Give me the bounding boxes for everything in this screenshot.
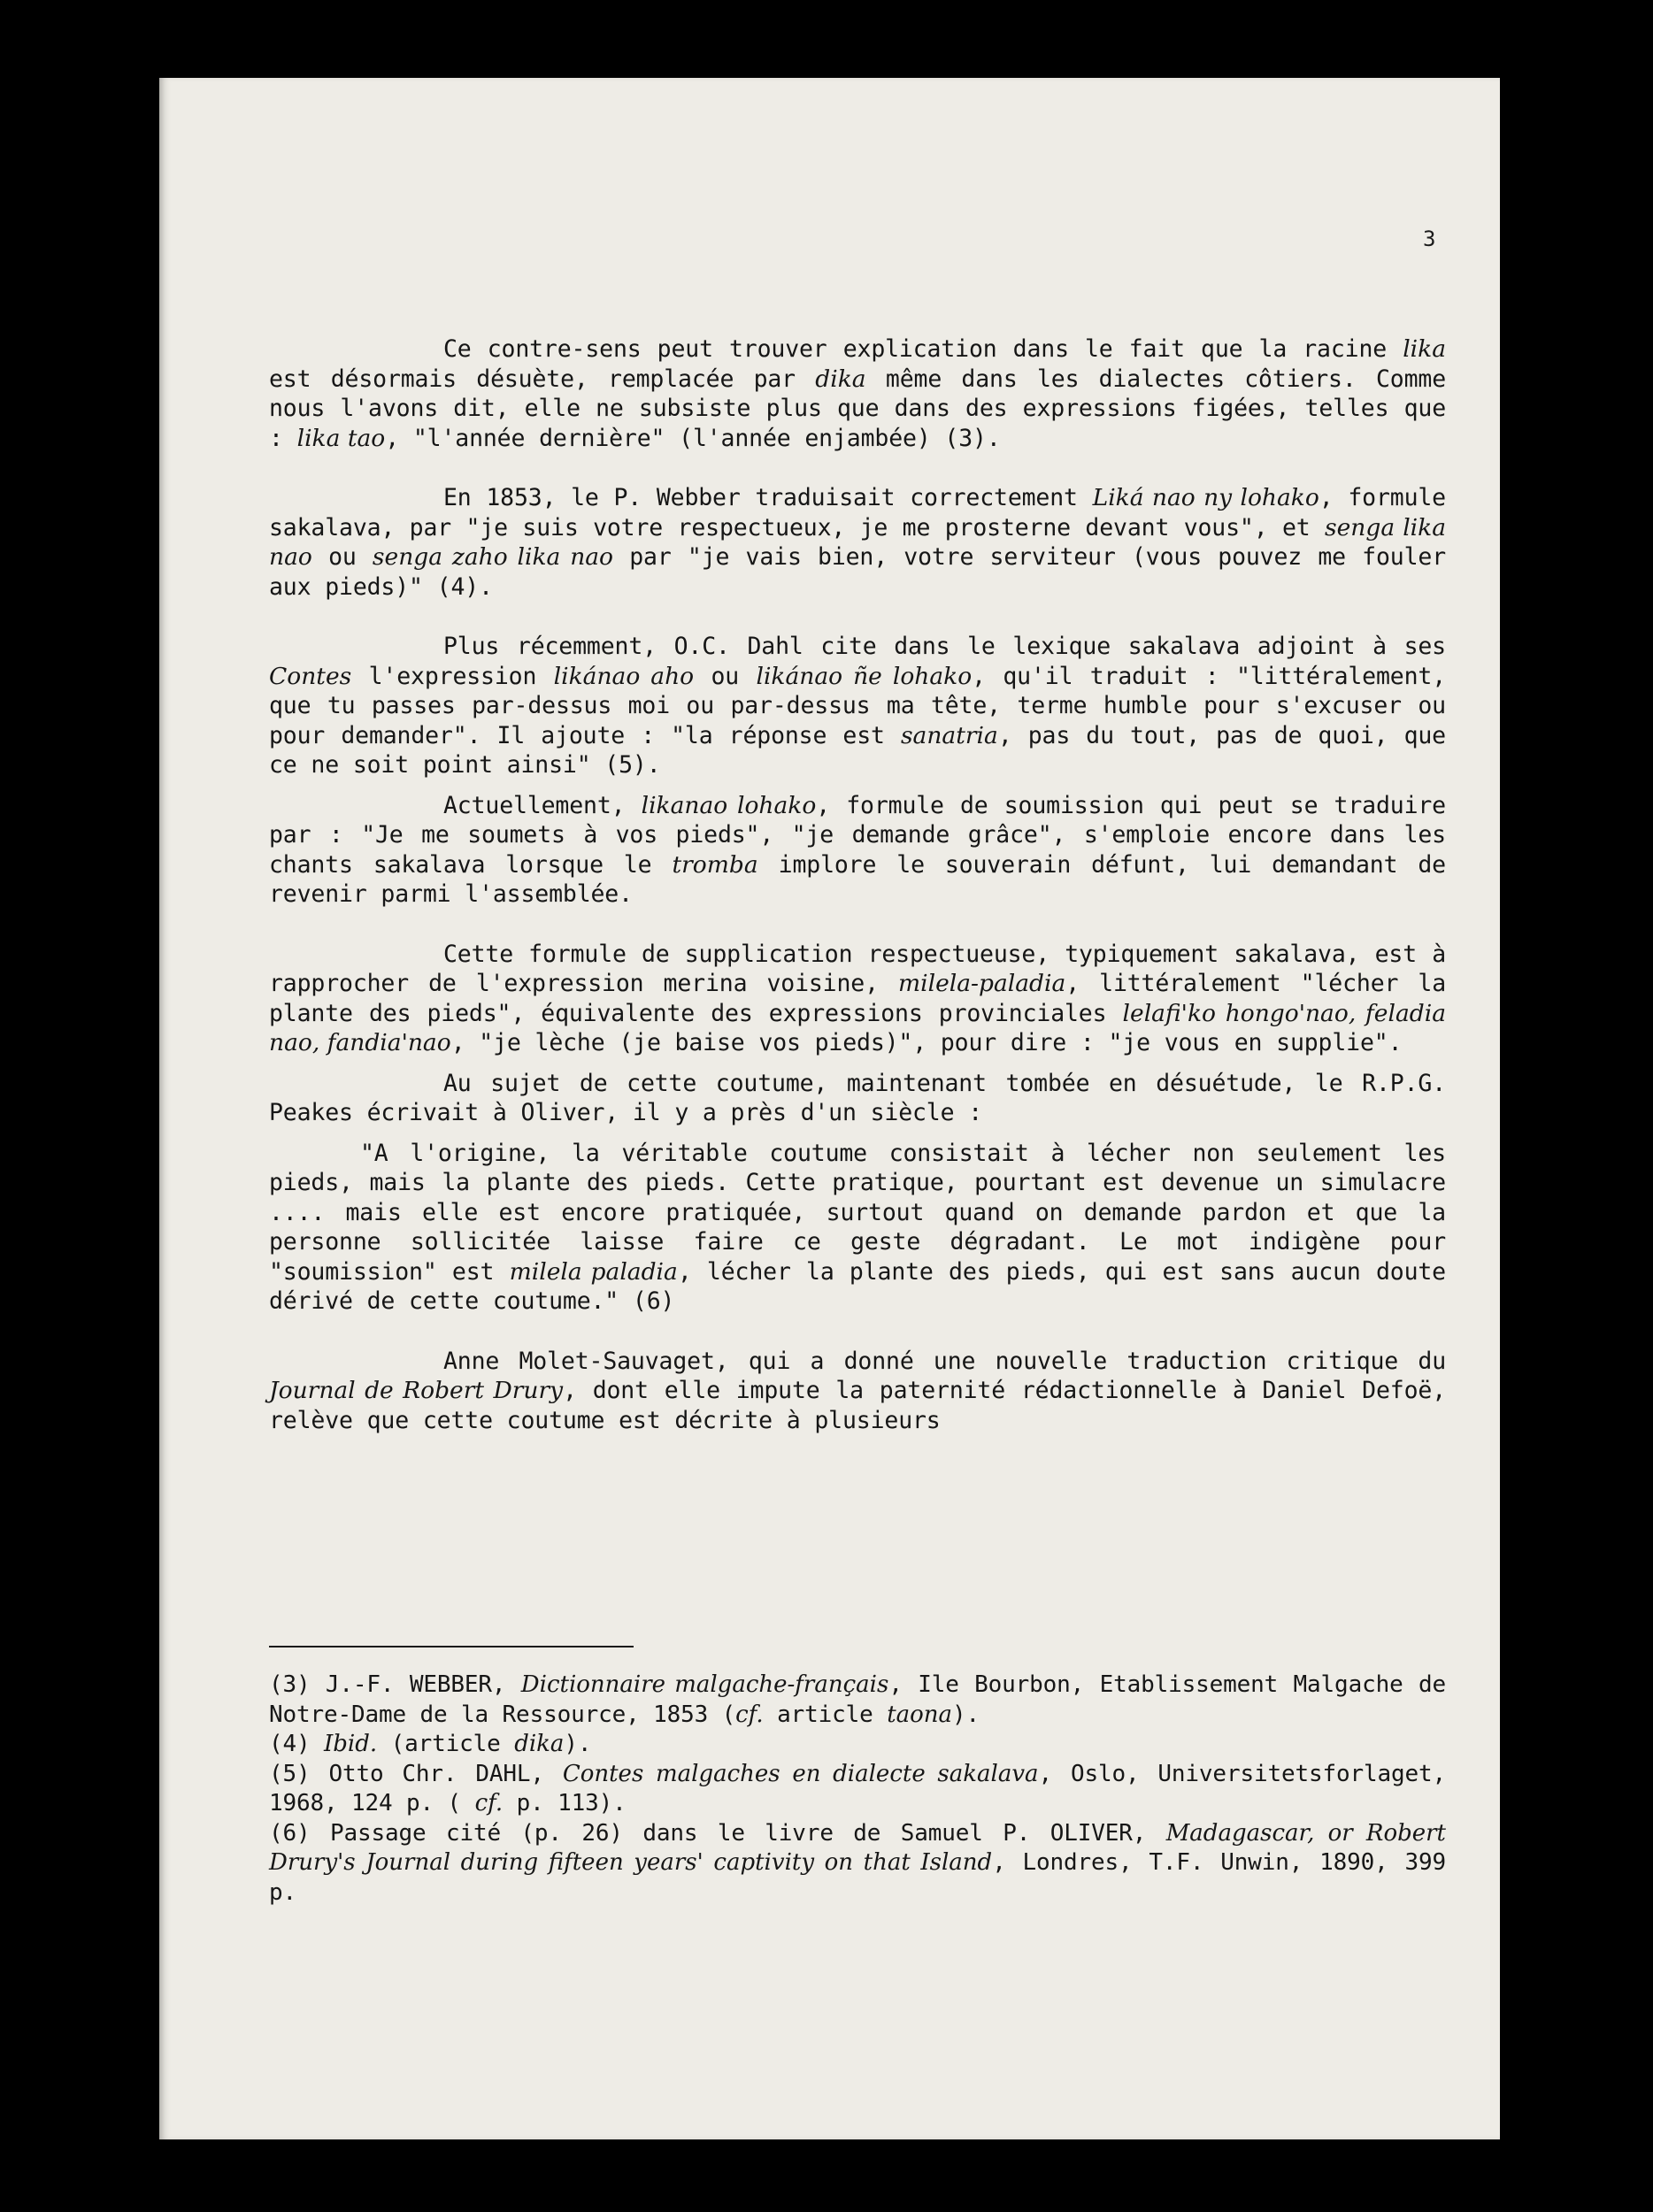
text-run: (article — [377, 1731, 515, 1757]
paragraph-molet-sauvaget — [269, 1347, 1446, 1436]
text-run: , Ile Bourbon, Etablissement Malgache de Notre-Dame de la Ressource, 1853 ( — [269, 1671, 1446, 1728]
text-run: , "l'année dernière" (l'année enjambée) (3). — [385, 424, 1001, 452]
footnote-3 — [269, 1671, 1446, 1730]
text-run: (5) Otto Chr. DAHL, — [269, 1760, 563, 1787]
page-number: 3 — [1423, 227, 1436, 251]
footnotes — [269, 1671, 1446, 1908]
text-run: implore le souverain défunt, lui demandant de revenir parmi l'assemblée. — [269, 850, 1446, 908]
text-run: , dont elle impute la paternité rédactionnelle à Daniel Defoë, relève que cette coutume est décrite à plusieurs — [269, 1377, 1446, 1434]
text-run: (6) Passage cité (p. 26) dans le livre de Samuel P. OLIVER, — [269, 1819, 1166, 1847]
document-page — [159, 78, 1500, 2139]
paragraph-actuellement — [269, 791, 1446, 910]
italic-term: lika — [1403, 335, 1446, 363]
paragraph-supplication — [269, 940, 1446, 1058]
italic-term: dika — [514, 1731, 565, 1757]
text-run: , qu'il traduit : "littéralement, que tu passes par-dessus moi ou par-dessus ma tête, terme humble pour s'excuser ou pour demander". Il ajoute : "la réponse est — [269, 662, 1447, 749]
body-text — [269, 334, 1446, 1465]
text-run: "A l'origine, la véritable coutume consistait à lécher non seulement les pieds, mais la plante des pieds. Cette pratique, pourtant est devenue un simulacre .... mais elle est encore pratiquée, surtout quand on demande pardon et que la personne sollicitée laisse faire ce geste dégradant. Le mot indigène pour "soumission" est — [269, 1139, 1446, 1286]
italic-term: lika tao — [296, 424, 386, 452]
italic-term: cf. — [474, 1790, 504, 1816]
text-run: , Londres, T.F. Unwin, 1890, 399 p. — [269, 1849, 1446, 1906]
footnote-6 — [269, 1819, 1446, 1909]
text-run: ou — [694, 662, 757, 690]
italic-term: taona — [887, 1701, 953, 1728]
italic-term: Contes malgaches en dialecte sakalava — [562, 1760, 1039, 1787]
italic-term: sanatria — [900, 721, 998, 749]
italic-term: tromba — [672, 850, 758, 879]
paragraph-contre-sens — [269, 334, 1446, 453]
paragraph-peakes — [269, 1069, 1446, 1128]
text-run: , Oslo, Universitetsforlaget, 1968, 124 p. ( — [269, 1760, 1446, 1816]
text-run: ). — [952, 1701, 980, 1728]
text-run: , "je lèche (je baise vos pieds)", pour dire : "je vous en supplie". — [450, 1029, 1403, 1056]
text-run: Actuellement, — [443, 791, 642, 819]
text-run: l'expression — [351, 662, 554, 690]
italic-term: milela-paladia — [897, 970, 1066, 997]
footnote-5 — [269, 1760, 1446, 1819]
text-run: (3) J.-F. WEBBER, — [269, 1671, 521, 1698]
text-run: , littéralement "lécher la plante des pieds", équivalente des expressions provinciales — [269, 970, 1446, 1027]
italic-term: likánao ñe lohako — [756, 662, 973, 690]
text-run: Anne Molet-Sauvaget, qui a donné une nouvelle traduction critique du — [443, 1347, 1446, 1375]
text-run: Plus récemment, O.C. Dahl cite dans le lexique sakalava adjoint à ses — [443, 633, 1446, 660]
text-run: En 1853, le P. Webber traduisait correctement — [443, 484, 1093, 511]
text-run: ou — [311, 543, 373, 571]
text-run: ). — [564, 1731, 592, 1757]
italic-term: likanao lohako — [641, 791, 817, 819]
footnote-4 — [269, 1730, 1446, 1760]
italic-term: cf. — [735, 1701, 764, 1728]
text-run: , formule de soumission qui peut se traduire par : "Je me soumets à vos pieds", "je demande grâce", s'emploie encore dans les chants sakalava lorsque le — [269, 791, 1446, 879]
text-run: (4) — [269, 1731, 325, 1757]
text-run: , lécher la plante des pieds, qui est sans aucun doute dérivé de cette coutume." (6) — [269, 1257, 1446, 1315]
italic-term: Dictionnaire malgache-français — [520, 1671, 889, 1698]
text-run: est désormais désuète, remplacée par — [269, 365, 816, 393]
italic-term: Madagascar, or Robert Drury's Journal during fifteen years' captivity on that Island — [269, 1819, 1447, 1876]
text-run: Au sujet de cette coutume, maintenant tombée en désuétude, le R.P.G. Peakes écrivait à Oliver, il y a près d'un siècle : — [269, 1069, 1446, 1126]
text-run: même dans les dialectes côtiers. Comme nous l'avons dit, elle ne subsiste plus que dans des expressions figées, telles que : — [269, 365, 1446, 452]
text-run: , pas du tout, pas de quoi, que ce ne soit point ainsi" (5). — [269, 721, 1446, 779]
italic-term: Journal de Robert Drury — [269, 1377, 564, 1404]
text-run: Ce contre-sens peut trouver explication dans le fait que la racine — [443, 335, 1403, 363]
text-run: Cette formule de supplication respectueuse, typiquement sakalava, est à rapprocher de l'expression merina voisine, — [269, 940, 1446, 997]
italic-term: senga lika nao — [269, 513, 1446, 571]
paragraph-webber — [269, 483, 1446, 602]
italic-term: dika — [815, 365, 866, 393]
text-run: p. 113). — [503, 1790, 627, 1816]
paragraph-dahl — [269, 632, 1446, 780]
italic-term: senga zaho lika nao — [372, 543, 614, 571]
text-run: article — [763, 1701, 888, 1728]
footnote-divider — [269, 1646, 634, 1647]
text-run: , formule sakalava, par "je suis votre respectueux, je me prosterne devant vous", et — [269, 484, 1446, 541]
italic-term: Ibid. — [324, 1731, 378, 1757]
italic-term: lelafi'ko hongo'nao, feladia nao, fandia'nao — [269, 999, 1446, 1056]
quotation-peakes — [269, 1139, 1446, 1317]
italic-term: milela paladia — [509, 1257, 678, 1286]
italic-term: likánao aho — [553, 662, 695, 690]
text-run: par "je vais bien, votre serviteur (vous pouvez me fouler aux pieds)" (4). — [269, 543, 1447, 601]
italic-term: Contes — [269, 662, 352, 690]
italic-term: Liká nao ny lohako — [1092, 484, 1319, 511]
